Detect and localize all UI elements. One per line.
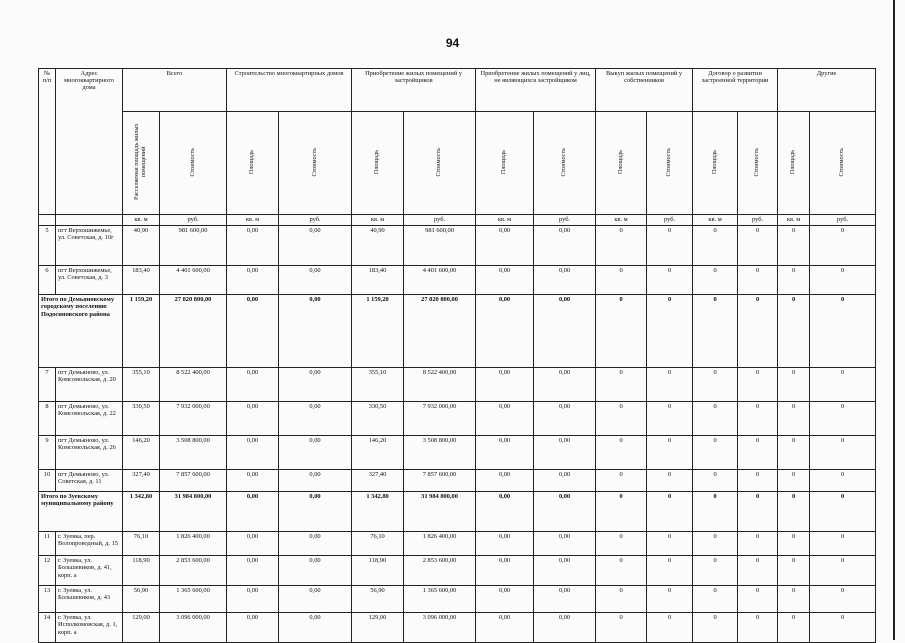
row-value: 355,10 bbox=[123, 368, 160, 402]
row-value: 0 bbox=[778, 266, 810, 295]
row-value: 327,40 bbox=[352, 470, 404, 492]
row-value: 0,00 bbox=[534, 266, 596, 295]
row-value: 183,40 bbox=[352, 266, 404, 295]
row-value: 0 bbox=[596, 492, 647, 532]
row-value: 0 bbox=[596, 586, 647, 613]
resettlement-table bbox=[38, 68, 876, 643]
row-value: 0 bbox=[778, 226, 810, 266]
row-value: 0 bbox=[738, 470, 778, 492]
row-value: 1 342,80 bbox=[123, 492, 160, 532]
header-sub-area: Площадь bbox=[227, 112, 279, 215]
row-value: 2 853 600,00 bbox=[160, 556, 227, 586]
unit-cost: руб. bbox=[738, 215, 778, 226]
row-value: 0 bbox=[738, 586, 778, 613]
row-value: 0 bbox=[738, 266, 778, 295]
table-row bbox=[39, 470, 876, 492]
row-value: 0 bbox=[810, 295, 876, 368]
row-value: 0,00 bbox=[476, 295, 534, 368]
header-sub-cost: Стоимость bbox=[404, 112, 476, 215]
row-value: 0,00 bbox=[476, 492, 534, 532]
row-value: 0 bbox=[596, 368, 647, 402]
units-empty bbox=[39, 215, 56, 226]
row-address: пгт Демьяново, ул. Комсомольская, д. 20 bbox=[56, 368, 123, 402]
row-value: 981 600,00 bbox=[404, 226, 476, 266]
header-sub-cost: Стоимость bbox=[647, 112, 693, 215]
header-sub-cost: Стоимость bbox=[160, 112, 227, 215]
row-value: 0,00 bbox=[476, 532, 534, 556]
header-sub-cost: Стоимость bbox=[738, 112, 778, 215]
header-group-developers: Приобретение жилых помещений у застройщиков bbox=[352, 69, 476, 112]
row-value: 0 bbox=[596, 556, 647, 586]
header-group-total: Всего bbox=[123, 69, 227, 112]
row-value: 0 bbox=[738, 556, 778, 586]
row-value: 0 bbox=[738, 226, 778, 266]
subtotal-label: Итого по Демьяновскому городскому поселению Подосиновского района bbox=[39, 295, 123, 368]
row-value: 0 bbox=[778, 532, 810, 556]
subtotal-label: Итого по Зуевскому муниципальному району bbox=[39, 492, 123, 532]
row-value: 0 bbox=[596, 295, 647, 368]
row-number: 7 bbox=[39, 368, 56, 402]
row-value: 0 bbox=[647, 556, 693, 586]
row-value: 0,00 bbox=[534, 470, 596, 492]
unit-area: кв. м bbox=[476, 215, 534, 226]
header-sub-area: Площадь bbox=[778, 112, 810, 215]
row-value: 0 bbox=[810, 402, 876, 436]
row-value: 3 508 800,00 bbox=[160, 436, 227, 470]
row-value: 0 bbox=[647, 470, 693, 492]
row-value: 0,00 bbox=[476, 402, 534, 436]
row-value: 0 bbox=[647, 266, 693, 295]
row-address: г. Зуевка, ул. Исполкомовская, д. 1, корп. а bbox=[56, 613, 123, 643]
row-value: 40,90 bbox=[123, 226, 160, 266]
header-address: Адрес многоквартирного дома bbox=[56, 69, 123, 215]
row-value: 40,90 bbox=[352, 226, 404, 266]
table-row bbox=[39, 436, 876, 470]
row-value: 0 bbox=[596, 436, 647, 470]
row-value: 0,00 bbox=[227, 402, 279, 436]
row-value: 7 857 600,00 bbox=[160, 470, 227, 492]
row-value: 0 bbox=[810, 470, 876, 492]
row-value: 0,00 bbox=[227, 436, 279, 470]
row-value: 0,00 bbox=[476, 266, 534, 295]
row-value: 2 853 600,00 bbox=[404, 556, 476, 586]
row-value: 330,50 bbox=[352, 402, 404, 436]
row-value: 7 857 600,00 bbox=[404, 470, 476, 492]
table-row bbox=[39, 532, 876, 556]
row-address: пгт Демьяново, ул. Советская, д. 11 bbox=[56, 470, 123, 492]
row-value: 0 bbox=[596, 226, 647, 266]
row-value: 0,00 bbox=[227, 295, 279, 368]
row-value: 0,00 bbox=[534, 492, 596, 532]
row-value: 0 bbox=[596, 613, 647, 643]
row-value: 31 984 800,00 bbox=[404, 492, 476, 532]
table-row bbox=[39, 586, 876, 613]
row-address: г. Зуевка, пер. Волопроводный, д. 15 bbox=[56, 532, 123, 556]
unit-cost: руб. bbox=[404, 215, 476, 226]
row-value: 0 bbox=[647, 402, 693, 436]
header-sub-area: Площадь bbox=[596, 112, 647, 215]
row-value: 0 bbox=[738, 532, 778, 556]
row-value: 1 365 600,00 bbox=[404, 586, 476, 613]
row-value: 0 bbox=[693, 532, 738, 556]
row-value: 0,00 bbox=[534, 586, 596, 613]
row-value: 0,00 bbox=[279, 436, 352, 470]
row-value: 0,00 bbox=[279, 586, 352, 613]
header-group-territory: Договор о развитии застроенной территории bbox=[693, 69, 778, 112]
unit-area: кв. м bbox=[227, 215, 279, 226]
table-row bbox=[39, 368, 876, 402]
row-value: 0 bbox=[596, 266, 647, 295]
row-value: 0 bbox=[778, 470, 810, 492]
header-sub-cost: Стоимость bbox=[534, 112, 596, 215]
row-value: 0 bbox=[778, 492, 810, 532]
row-value: 0,00 bbox=[279, 226, 352, 266]
row-value: 0,00 bbox=[279, 492, 352, 532]
header-group-construction: Строительство многоквартирных домов bbox=[227, 69, 352, 112]
unit-cost: руб. bbox=[534, 215, 596, 226]
row-value: 0,00 bbox=[227, 226, 279, 266]
subtotal-row bbox=[39, 492, 876, 532]
table-row bbox=[39, 226, 876, 266]
unit-area: кв. м bbox=[693, 215, 738, 226]
row-value: 0,00 bbox=[227, 492, 279, 532]
row-value: 0 bbox=[647, 226, 693, 266]
row-value: 0 bbox=[738, 492, 778, 532]
row-value: 0,00 bbox=[534, 613, 596, 643]
row-number: 9 bbox=[39, 436, 56, 470]
row-value: 7 932 000,00 bbox=[404, 402, 476, 436]
header-row-sub bbox=[39, 112, 876, 215]
row-value: 0,00 bbox=[279, 613, 352, 643]
row-value: 0,00 bbox=[227, 613, 279, 643]
row-value: 0 bbox=[647, 492, 693, 532]
row-value: 0 bbox=[596, 470, 647, 492]
row-value: 27 820 800,00 bbox=[160, 295, 227, 368]
unit-area: кв. м bbox=[596, 215, 647, 226]
row-value: 0,00 bbox=[279, 470, 352, 492]
row-value: 0 bbox=[810, 266, 876, 295]
row-value: 0,00 bbox=[227, 586, 279, 613]
row-value: 0 bbox=[810, 226, 876, 266]
table-row bbox=[39, 266, 876, 295]
row-value: 0 bbox=[810, 492, 876, 532]
row-value: 0 bbox=[738, 402, 778, 436]
row-address: пгт Верхошижемье, ул. Советская, д. 10г bbox=[56, 226, 123, 266]
row-address: г. Зуевка, ул. Большевиков, д. 43 bbox=[56, 586, 123, 613]
row-value: 0,00 bbox=[534, 295, 596, 368]
row-value: 3 508 800,00 bbox=[404, 436, 476, 470]
row-value: 0,00 bbox=[279, 266, 352, 295]
row-value: 56,90 bbox=[352, 586, 404, 613]
row-value: 0 bbox=[647, 532, 693, 556]
row-value: 118,90 bbox=[123, 556, 160, 586]
row-value: 31 984 800,00 bbox=[160, 492, 227, 532]
row-value: 0,00 bbox=[534, 402, 596, 436]
row-value: 56,90 bbox=[123, 586, 160, 613]
row-number: 5 bbox=[39, 226, 56, 266]
row-value: 0 bbox=[647, 368, 693, 402]
row-value: 0,00 bbox=[476, 470, 534, 492]
row-value: 0,00 bbox=[227, 368, 279, 402]
row-value: 0 bbox=[778, 295, 810, 368]
row-value: 0 bbox=[596, 532, 647, 556]
row-value: 0 bbox=[647, 613, 693, 643]
row-value: 0 bbox=[810, 586, 876, 613]
row-value: 118,90 bbox=[352, 556, 404, 586]
row-value: 1 826 400,00 bbox=[404, 532, 476, 556]
row-value: 0,00 bbox=[476, 613, 534, 643]
row-address: пгт Демьяново, ул. Комсомольская, д. 22 bbox=[56, 402, 123, 436]
row-value: 0 bbox=[647, 436, 693, 470]
row-value: 3 096 000,00 bbox=[160, 613, 227, 643]
row-number: 14 bbox=[39, 613, 56, 643]
units-row bbox=[39, 215, 876, 226]
row-value: 183,40 bbox=[123, 266, 160, 295]
unit-cost: руб. bbox=[279, 215, 352, 226]
row-value: 1 159,20 bbox=[352, 295, 404, 368]
row-number: 12 bbox=[39, 556, 56, 586]
row-value: 1 365 600,00 bbox=[160, 586, 227, 613]
row-value: 129,00 bbox=[123, 613, 160, 643]
row-value: 146,20 bbox=[123, 436, 160, 470]
row-value: 0,00 bbox=[476, 586, 534, 613]
row-number: 6 bbox=[39, 266, 56, 295]
row-value: 0,00 bbox=[476, 436, 534, 470]
row-value: 0,00 bbox=[534, 436, 596, 470]
row-value: 76,10 bbox=[352, 532, 404, 556]
row-value: 3 096 000,00 bbox=[404, 613, 476, 643]
row-value: 0,00 bbox=[279, 368, 352, 402]
row-value: 0 bbox=[738, 368, 778, 402]
row-value: 0 bbox=[778, 402, 810, 436]
row-value: 0,00 bbox=[279, 556, 352, 586]
row-value: 0 bbox=[647, 295, 693, 368]
row-value: 0 bbox=[647, 586, 693, 613]
row-value: 0 bbox=[693, 266, 738, 295]
row-value: 0 bbox=[778, 613, 810, 643]
row-value: 0 bbox=[693, 436, 738, 470]
row-address: г. Зуевка, ул. Большевиков, д. 41, корп. а bbox=[56, 556, 123, 586]
header-num: № п/п bbox=[39, 69, 56, 215]
unit-area: кв. м bbox=[352, 215, 404, 226]
row-value: 0 bbox=[778, 556, 810, 586]
header-sub-cost: Стоимость bbox=[279, 112, 352, 215]
row-value: 7 932 000,00 bbox=[160, 402, 227, 436]
row-address: пгт Верхошижемье, ул. Советская, д. 3 bbox=[56, 266, 123, 295]
row-value: 0 bbox=[693, 470, 738, 492]
row-value: 0 bbox=[596, 402, 647, 436]
row-value: 1 826 400,00 bbox=[160, 532, 227, 556]
row-address: пгт Демьяново, ул. Комсомольская, д. 26 bbox=[56, 436, 123, 470]
row-value: 0 bbox=[778, 586, 810, 613]
row-value: 330,50 bbox=[123, 402, 160, 436]
unit-cost: руб. bbox=[647, 215, 693, 226]
header-sub-area: Площадь bbox=[693, 112, 738, 215]
page-number: 94 bbox=[445, 36, 460, 50]
row-value: 27 820 800,00 bbox=[404, 295, 476, 368]
row-value: 0 bbox=[810, 368, 876, 402]
row-value: 0,00 bbox=[534, 226, 596, 266]
row-value: 4 401 600,00 bbox=[404, 266, 476, 295]
row-value: 0 bbox=[810, 556, 876, 586]
row-value: 0 bbox=[693, 368, 738, 402]
row-value: 129,00 bbox=[352, 613, 404, 643]
row-value: 76,10 bbox=[123, 532, 160, 556]
row-value: 0,00 bbox=[227, 266, 279, 295]
row-value: 0 bbox=[693, 556, 738, 586]
header-sub-total-area: Расселяемая площадь жилых помещений bbox=[123, 112, 160, 215]
scan-edge-line bbox=[893, 0, 895, 640]
header-sub-area: Площадь bbox=[476, 112, 534, 215]
row-value: 0,00 bbox=[476, 226, 534, 266]
header-sub-area: Площадь bbox=[352, 112, 404, 215]
header-row-groups bbox=[39, 69, 876, 112]
row-value: 0 bbox=[693, 402, 738, 436]
row-value: 0,00 bbox=[534, 368, 596, 402]
row-value: 0 bbox=[738, 295, 778, 368]
header-sub-cost: Стоимость bbox=[810, 112, 876, 215]
row-value: 0 bbox=[810, 436, 876, 470]
row-number: 8 bbox=[39, 402, 56, 436]
unit-cost: руб. bbox=[160, 215, 227, 226]
table-row bbox=[39, 613, 876, 643]
table-row bbox=[39, 402, 876, 436]
row-value: 8 522 400,00 bbox=[404, 368, 476, 402]
row-value: 0,00 bbox=[227, 470, 279, 492]
row-value: 0,00 bbox=[227, 532, 279, 556]
row-number: 10 bbox=[39, 470, 56, 492]
row-number: 13 bbox=[39, 586, 56, 613]
row-value: 0,00 bbox=[534, 532, 596, 556]
subtotal-row bbox=[39, 295, 876, 368]
row-value: 0 bbox=[693, 492, 738, 532]
row-value: 0 bbox=[810, 532, 876, 556]
row-value: 355,10 bbox=[352, 368, 404, 402]
unit-area: кв. м bbox=[123, 215, 160, 226]
row-value: 0 bbox=[693, 613, 738, 643]
row-value: 0 bbox=[738, 613, 778, 643]
row-value: 0,00 bbox=[476, 368, 534, 402]
row-value: 146,20 bbox=[352, 436, 404, 470]
units-empty bbox=[56, 215, 123, 226]
row-value: 0,00 bbox=[476, 556, 534, 586]
unit-area: кв. м bbox=[778, 215, 810, 226]
header-group-non-developers: Приобретение жилых помещений у лиц, не являющихся застройщиком bbox=[476, 69, 596, 112]
row-value: 0 bbox=[778, 368, 810, 402]
row-value: 0 bbox=[738, 436, 778, 470]
row-value: 4 401 600,00 bbox=[160, 266, 227, 295]
row-value: 0,00 bbox=[534, 556, 596, 586]
row-value: 981 600,00 bbox=[160, 226, 227, 266]
row-value: 8 522 400,00 bbox=[160, 368, 227, 402]
header-group-buyout: Выкуп жилых помещений у собственников bbox=[596, 69, 693, 112]
row-value: 0,00 bbox=[227, 556, 279, 586]
row-value: 0,00 bbox=[279, 295, 352, 368]
row-value: 0 bbox=[778, 436, 810, 470]
row-value: 0 bbox=[693, 586, 738, 613]
row-value: 327,40 bbox=[123, 470, 160, 492]
row-value: 0 bbox=[810, 613, 876, 643]
unit-cost: руб. bbox=[810, 215, 876, 226]
row-value: 0 bbox=[693, 295, 738, 368]
header-group-other: Другие bbox=[778, 69, 876, 112]
row-value: 1 159,20 bbox=[123, 295, 160, 368]
row-value: 1 342,80 bbox=[352, 492, 404, 532]
row-value: 0,00 bbox=[279, 532, 352, 556]
row-number: 11 bbox=[39, 532, 56, 556]
table-row bbox=[39, 556, 876, 586]
row-value: 0 bbox=[693, 226, 738, 266]
row-value: 0,00 bbox=[279, 402, 352, 436]
